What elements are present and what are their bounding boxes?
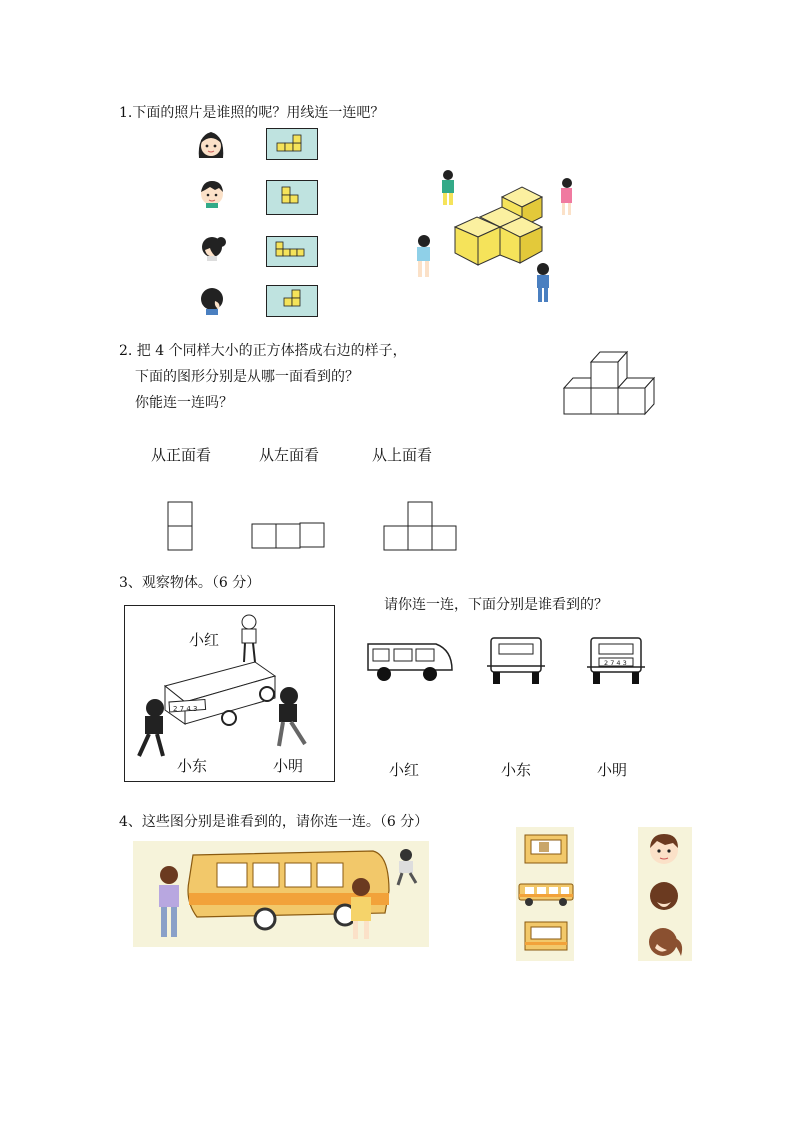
q2-view-top-label: 从上面看 xyxy=(372,446,433,464)
q3-scene-label-xiaoming: 小明 xyxy=(273,757,304,775)
q2-line1: 2. 把 4 个同样大小的正方体搭成右边的样子， xyxy=(119,343,407,359)
q3-scene-illustration xyxy=(125,606,333,780)
q2-view-shape-c xyxy=(383,501,459,553)
q1-photo-2-shape xyxy=(282,186,304,208)
q1-title: 1.下面的照片是谁照的呢？用线连一连吧？ xyxy=(119,105,385,121)
q2-view-shape-b xyxy=(251,522,327,550)
q3-answer-xiaodong: 小东 xyxy=(501,761,532,779)
q1-face-boy-icon xyxy=(197,178,227,208)
q2-line3: 你能连一连吗？ xyxy=(135,395,233,411)
q1-cube-scene xyxy=(405,165,595,315)
q1-face-back-boy-icon xyxy=(197,285,227,315)
q2-cube-model xyxy=(563,350,657,416)
q1-photo-3-shape xyxy=(276,241,310,261)
q3-scene-plate: 2 7 4 3 xyxy=(173,705,198,713)
q1-photo-4-shape xyxy=(284,289,306,313)
q2-line2: 下面的图形分别是从哪一面看到的？ xyxy=(135,369,359,385)
q1-face-girl-icon xyxy=(194,128,228,162)
q3-answer-xiaohong: 小红 xyxy=(389,761,420,779)
q3-van-front-view xyxy=(585,636,647,688)
q3-title: 3、观察物体。（6 分） xyxy=(119,575,261,591)
q3-van-side-view xyxy=(366,640,454,686)
q3-instruction: 请你连一连，下面分别是谁看到的？ xyxy=(384,597,608,613)
q3-answer-xiaoming: 小明 xyxy=(597,761,628,779)
q4-title: 4、这些图分别是谁看到的，请你连一连。（6 分） xyxy=(119,814,429,830)
q4-face-girl-back-icon xyxy=(641,922,687,962)
q2-view-left-label: 从左面看 xyxy=(259,446,320,464)
q2-view-front-label: 从正面看 xyxy=(151,446,212,464)
q2-view-shape-a xyxy=(167,501,193,553)
q4-bus-scene xyxy=(133,841,429,947)
q3-front-plate: 2 7 4 3 xyxy=(604,659,627,667)
q4-view-back-icon xyxy=(523,833,569,867)
q1-face-side-girl-icon xyxy=(197,234,227,262)
q4-face-boy-back-icon xyxy=(645,878,683,914)
q3-scene-label-xiaohong: 小红 xyxy=(189,631,220,649)
q3-scene-label-xiaodong: 小东 xyxy=(177,757,208,775)
q4-view-front-icon xyxy=(523,920,569,954)
q4-view-side-icon xyxy=(517,880,575,908)
q4-face-boy-front-icon xyxy=(645,831,683,867)
q3-van-back-view xyxy=(485,636,547,688)
q1-photo-1-shape xyxy=(277,134,307,152)
